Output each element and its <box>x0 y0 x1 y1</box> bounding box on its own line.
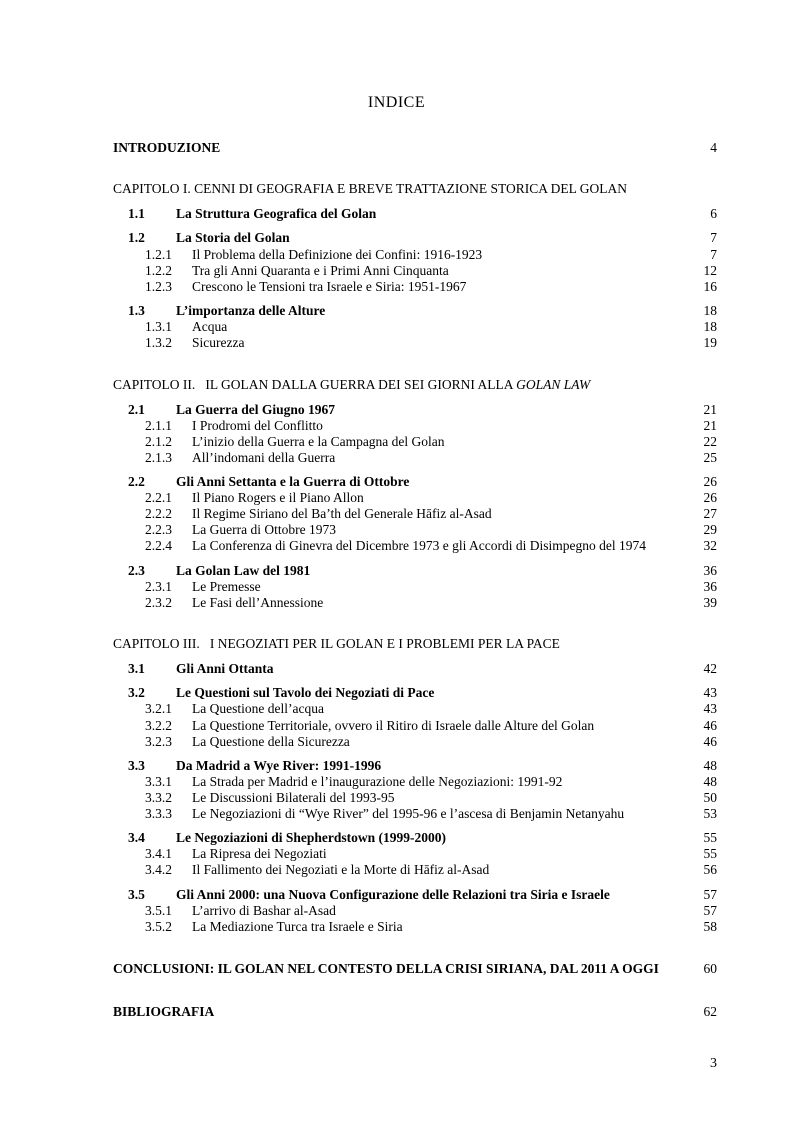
toc-section-page: 6 <box>710 206 717 221</box>
toc-subsection-number: 3.3.3 <box>145 806 172 821</box>
toc-section-label: Gli Anni Settanta e la Guerra di Ottobre <box>176 474 410 489</box>
toc-section-page: 55 <box>703 830 717 845</box>
toc-subsection-page: 43 <box>703 701 717 716</box>
toc-subsection-page: 53 <box>703 806 717 821</box>
toc-subsection-number: 1.2.1 <box>145 247 172 262</box>
toc-section-page: 42 <box>703 661 717 676</box>
toc-entry-page: 4 <box>710 140 717 155</box>
toc-section-page: 21 <box>703 402 717 417</box>
toc-subsection-number: 1.3.2 <box>145 335 172 350</box>
toc-subsection-label: Acqua <box>192 319 228 334</box>
toc-subsection-number: 3.5.1 <box>145 903 172 918</box>
toc-subsection-page: 48 <box>703 774 717 789</box>
toc-subsection-label: La Mediazione Turca tra Israele e Siria <box>192 919 403 934</box>
toc-subsection-page: 50 <box>703 790 717 805</box>
toc-subsection-number: 3.5.2 <box>145 919 172 934</box>
toc-subsection-page: 58 <box>703 919 717 934</box>
toc-section-page: 36 <box>703 563 717 578</box>
toc-section-label: Le Negoziazioni di Shepherdstown (1999-2000) <box>176 830 446 845</box>
toc-subsection-number: 2.1.2 <box>145 434 172 449</box>
toc-section-page: 7 <box>710 230 717 245</box>
toc-section-label: Gli Anni 2000: una Nuova Configurazione delle Relazioni tra Siria e Israele <box>176 887 610 902</box>
toc-chapter-label: CAPITOLO I. CENNI DI GEOGRAFIA E BREVE TRATTAZIONE STORICA DEL GOLAN <box>113 181 628 196</box>
toc-subsection-label: Le Premesse <box>192 579 261 594</box>
toc-entry-page: 60 <box>703 961 717 976</box>
toc-subsection-number: 3.2.2 <box>145 718 172 733</box>
toc-subsection-page: 57 <box>703 903 717 918</box>
toc-subsection-page: 12 <box>703 263 717 278</box>
toc-entry-label: CONCLUSIONI: IL GOLAN NEL CONTESTO DELLA CRISI SIRIANA, DAL 2011 A OGGI <box>113 961 659 976</box>
toc-subsection-number: 1.2.2 <box>145 263 172 278</box>
toc-subsection-label: Tra gli Anni Quaranta e i Primi Anni Cinquanta <box>192 263 449 278</box>
toc-section-number: 3.2 <box>128 685 145 700</box>
toc-entry-label: BIBLIOGRAFIA <box>113 1004 215 1019</box>
toc-section-number: 3.3 <box>128 758 145 773</box>
toc-subsection-label: Le Negoziazioni di “Wye River” del 1995-96 e l’ascesa di Benjamin Netanyahu <box>192 806 625 821</box>
toc-subsection-label: La Questione dell’acqua <box>192 701 324 716</box>
toc-subsection-number: 3.3.2 <box>145 790 172 805</box>
toc-subsection-number: 3.3.1 <box>145 774 172 789</box>
toc-subsection-page: 39 <box>703 595 717 610</box>
toc-chapter-label: CAPITOLO II. IL GOLAN DALLA GUERRA DEI SEI GIORNI ALLA <box>113 377 517 392</box>
toc-section-number: 1.2 <box>128 230 145 245</box>
toc-section-label: La Struttura Geografica del Golan <box>176 206 377 221</box>
toc-subsection-label: Le Discussioni Bilaterali del 1993-95 <box>192 790 395 805</box>
toc-entry-label: INTRODUZIONE <box>113 140 221 155</box>
toc-chapter-label: CAPITOLO III. I NEGOZIATI PER IL GOLAN E I PROBLEMI PER LA PACE <box>113 636 560 651</box>
toc-subsection-number: 2.1.3 <box>145 450 172 465</box>
toc-section-page: 57 <box>703 887 717 902</box>
toc-section-page: 43 <box>703 685 717 700</box>
toc-section-page: 48 <box>703 758 717 773</box>
toc-subsection-page: 22 <box>703 434 717 449</box>
toc-section-number: 1.3 <box>128 303 145 318</box>
toc-subsection-page: 25 <box>703 450 717 465</box>
toc-subsection-number: 1.3.1 <box>145 319 172 334</box>
toc-section-label: L’importanza delle Alture <box>176 303 326 318</box>
toc-subsection-label: Le Fasi dell’Annessione <box>192 595 324 610</box>
toc-subsection-page: 32 <box>703 538 717 553</box>
toc-section-number: 2.2 <box>128 474 145 489</box>
toc-subsection-number: 2.3.1 <box>145 579 172 594</box>
toc-section-label: Da Madrid a Wye River: 1991-1996 <box>176 758 382 773</box>
toc-subsection-label: La Guerra di Ottobre 1973 <box>192 522 336 537</box>
toc-subsection-page: 29 <box>703 522 717 537</box>
toc-subsection-page: 7 <box>710 247 717 262</box>
toc-section-page: 18 <box>703 303 717 318</box>
toc-subsection-page: 21 <box>703 418 717 433</box>
toc-subsection-number: 2.1.1 <box>145 418 172 433</box>
toc-subsection-page: 27 <box>703 506 717 521</box>
toc-subsection-number: 2.2.2 <box>145 506 172 521</box>
toc-subsection-page: 18 <box>703 319 717 334</box>
toc-subsection-number: 2.2.4 <box>145 538 172 553</box>
toc-section-number: 1.1 <box>128 206 145 221</box>
toc-subsection-label: L’arrivo di Bashar al-Asad <box>192 903 336 918</box>
toc-subsection-label: La Questione della Sicurezza <box>192 734 350 749</box>
toc-subsection-number: 3.2.3 <box>145 734 172 749</box>
page-number: 3 <box>710 1056 717 1071</box>
toc-subsection-label: Il Problema della Definizione dei Confini: 1916-1923 <box>192 247 483 262</box>
toc-subsection-label: Il Piano Rogers e il Piano Allon <box>192 490 364 505</box>
toc-entry-page: 62 <box>703 1004 717 1019</box>
toc-subsection-label: La Conferenza di Ginevra del Dicembre 1973 e gli Accordi di Disimpegno del 1974 <box>192 538 646 553</box>
toc-section-label: Le Questioni sul Tavolo dei Negoziati di Pace <box>176 685 435 700</box>
toc-subsection-page: 46 <box>703 718 717 733</box>
toc-chapter-label-italic: GOLAN LAW <box>516 377 591 392</box>
toc-subsection-label: Il Fallimento dei Negoziati e la Morte di Hāfiz al-Asad <box>192 862 490 877</box>
toc-subsection-number: 3.4.2 <box>145 862 172 877</box>
toc-subsection-label: La Strada per Madrid e l’inaugurazione delle Negoziazioni: 1991-92 <box>192 774 563 789</box>
toc-subsection-number: 2.3.2 <box>145 595 172 610</box>
toc-subsection-number: 1.2.3 <box>145 279 172 294</box>
toc-subsection-label: La Questione Territoriale, ovvero il Ritiro di Israele dalle Alture del Golan <box>192 718 595 733</box>
toc-section-number: 3.1 <box>128 661 145 676</box>
toc-subsection-label: Sicurezza <box>192 335 245 350</box>
toc-subsection-number: 3.2.1 <box>145 701 172 716</box>
toc-subsection-page: 55 <box>703 846 717 861</box>
toc-subsection-number: 2.2.1 <box>145 490 172 505</box>
toc-section-label: Gli Anni Ottanta <box>176 661 274 676</box>
toc-section-page: 26 <box>703 474 717 489</box>
toc-subsection-page: 56 <box>703 862 717 877</box>
toc-subsection-page: 46 <box>703 734 717 749</box>
toc-section-label: La Guerra del Giugno 1967 <box>176 402 336 417</box>
toc-subsection-page: 26 <box>703 490 717 505</box>
toc-subsection-number: 2.2.3 <box>145 522 172 537</box>
toc-subsection-label: Crescono le Tensioni tra Israele e Siria: 1951-1967 <box>192 279 467 294</box>
page-title: INDICE <box>367 94 426 111</box>
toc-section-number: 3.4 <box>128 830 145 845</box>
toc-subsection-label: Il Regime Siriano del Ba’th del Generale Hāfiz al-Asad <box>192 506 492 521</box>
toc-subsection-page: 19 <box>703 335 717 350</box>
toc-section-label: La Golan Law del 1981 <box>176 563 311 578</box>
toc-subsection-label: All’indomani della Guerra <box>192 450 336 465</box>
toc-section-number: 2.3 <box>128 563 145 578</box>
toc-chapter-label-wrap <box>113 377 590 393</box>
toc-subsection-page: 36 <box>703 579 717 594</box>
toc-subsection-label: I Prodromi del Conflitto <box>192 418 323 433</box>
toc-subsection-number: 3.4.1 <box>145 846 172 861</box>
toc-section-label: La Storia del Golan <box>176 230 290 245</box>
toc-subsection-label: La Ripresa dei Negoziati <box>192 846 327 861</box>
toc-subsection-label: L’inizio della Guerra e la Campagna del Golan <box>192 434 445 449</box>
toc-subsection-page: 16 <box>703 279 717 294</box>
toc-section-number: 3.5 <box>128 887 145 902</box>
toc-section-number: 2.1 <box>128 402 145 417</box>
